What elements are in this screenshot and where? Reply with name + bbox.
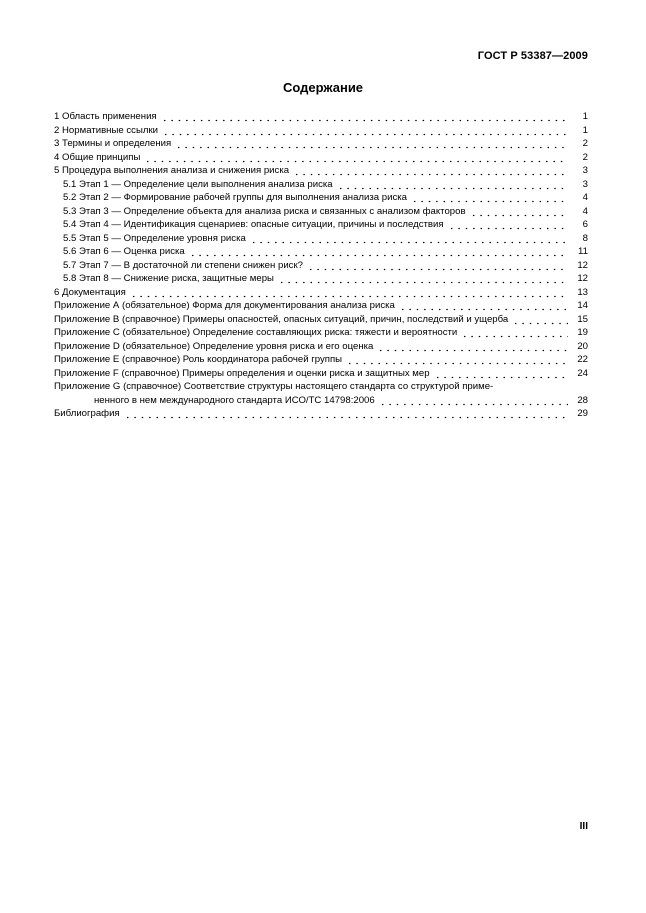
leader-dots	[162, 124, 568, 138]
leader-dots	[448, 218, 568, 232]
toc-entry-label: 1 Область применения	[54, 111, 157, 122]
leader-dots	[130, 286, 568, 300]
toc-entry-page: 14	[577, 300, 588, 311]
toc-entry-label: Приложение Е (справочное) Роль координатора рабочей группы	[54, 354, 343, 365]
toc-entry-page: 19	[577, 327, 588, 338]
leader-dots	[144, 151, 568, 165]
toc-entry[interactable]	[54, 164, 588, 178]
page-number: III	[579, 821, 588, 832]
toc-entry-page: 24	[577, 367, 588, 379]
toc-entry[interactable]	[54, 110, 588, 124]
toc-entry-page: 4	[582, 192, 588, 203]
leader-dots	[377, 340, 568, 354]
toc-entry-label: 5.2 Этап 2 — Формирование рабочей группы для выполнения анализа риска	[63, 192, 408, 203]
toc-entry-page: 20	[577, 340, 588, 352]
leader-dots	[434, 367, 568, 381]
toc-entry-label: Приложение G (справочное) Соответствие структуры настоящего стандарта со структурой приме-	[54, 381, 494, 392]
leader-dots	[124, 407, 568, 421]
toc-entry-page: 11	[578, 246, 588, 257]
toc-entry-page: 1	[582, 111, 588, 122]
toc-entry-label-continued: ненного в нем международного стандарта ИСО/ТС 14798:2006	[94, 394, 375, 406]
toc-entry-label: 5.1 Этап 1 — Определение цели выполнения анализа риска	[63, 178, 333, 190]
toc-entry-page: 2	[582, 138, 588, 149]
toc-entry-page: 2	[582, 151, 588, 163]
table-of-contents	[54, 110, 588, 421]
toc-entry-label: Приложение F (справочное) Примеры определения и оценки риска и защитных мер	[54, 367, 430, 379]
toc-entry[interactable]	[54, 313, 588, 327]
toc-entry-page: 3	[582, 165, 588, 176]
toc-entry-page: 15	[577, 313, 588, 325]
toc-entry-page: 12	[577, 259, 588, 271]
leader-dots	[161, 110, 568, 124]
toc-entry[interactable]	[54, 299, 588, 313]
toc-entry[interactable]	[54, 205, 588, 219]
toc-entry-page: 8	[582, 232, 588, 244]
toc-entry-label: Приложение D (обязательное) Определение уровня риска и его оценка	[54, 340, 374, 352]
toc-entry[interactable]	[54, 178, 588, 192]
toc-entry-label: 5.8 Этап 8 — Снижение риска, защитные меры	[63, 273, 274, 284]
toc-entry[interactable]	[54, 286, 588, 300]
leader-dots	[307, 259, 568, 273]
toc-entry[interactable]	[54, 245, 588, 259]
toc-entry[interactable]	[54, 137, 588, 151]
toc-entry[interactable]	[54, 124, 588, 138]
toc-entry-page: 6	[582, 219, 588, 230]
leader-dots	[250, 232, 568, 246]
toc-entry-label: 2 Нормативные ссылки	[54, 124, 159, 136]
toc-entry-label: 5.4 Этап 4 — Идентификация сценариев: опасные ситуации, причины и последствия	[63, 219, 444, 230]
toc-entry-label: 5 Процедура выполнения анализа и снижения риска	[54, 165, 290, 176]
toc-entry-label: 5.7 Этап 7 — В достаточной ли степени снижен риск?	[63, 259, 304, 271]
toc-entry[interactable]	[54, 151, 588, 165]
toc-entry-label: 3 Термины и определения	[54, 138, 172, 149]
toc-entry[interactable]	[54, 191, 588, 205]
toc-entry-page: 1	[582, 124, 588, 136]
toc-entry-page: 12	[577, 273, 588, 284]
toc-entry-label: Приложение А (обязательное) Форма для документирования анализа риска	[54, 300, 395, 311]
toc-entry-label: Приложение В (справочное) Примеры опасностей, опасных ситуаций, причин, последствий и ущерба	[54, 313, 509, 325]
leader-dots	[175, 137, 568, 151]
toc-entry-label: 5.6 Этап 6 — Оценка риска	[63, 246, 185, 257]
toc-entry-page: 22	[577, 354, 588, 365]
leader-dots	[337, 178, 568, 192]
toc-entry-label: 6 Документация	[54, 286, 126, 298]
leader-dots	[346, 353, 568, 367]
toc-entry[interactable]	[54, 272, 588, 286]
leader-dots	[293, 164, 568, 178]
toc-entry-label: 5.5 Этап 5 — Определение уровня риска	[63, 232, 246, 244]
leader-dots	[470, 205, 568, 219]
leader-dots	[278, 272, 568, 286]
toc-entry-page: 13	[577, 286, 588, 298]
toc-entry-page: 29	[577, 408, 588, 419]
leader-dots	[189, 245, 568, 259]
toc-entry[interactable]	[54, 218, 588, 232]
leader-dots	[461, 326, 568, 340]
toc-entry[interactable]	[54, 326, 588, 340]
toc-entry-page: 28	[577, 394, 588, 406]
toc-entry-page: 3	[582, 178, 588, 190]
toc-entry-bibliography[interactable]	[54, 407, 588, 421]
toc-entry-page: 4	[582, 205, 588, 217]
leader-dots	[411, 191, 568, 205]
toc-entry[interactable]	[54, 367, 588, 381]
toc-entry[interactable]	[54, 232, 588, 246]
toc-entry[interactable]	[54, 340, 588, 354]
toc-entry[interactable]	[54, 353, 588, 367]
leader-dots	[399, 299, 568, 313]
standard-header: ГОСТ Р 53387—2009	[477, 50, 588, 62]
toc-entry-label: 4 Общие принципы	[54, 151, 141, 163]
toc-entry-label: Библиография	[54, 408, 120, 419]
toc-entry-label: 5.3 Этап 3 — Определение объекта для анализа риска и связанных с анализом факторов	[63, 205, 466, 217]
toc-entry-label: Приложение С (обязательное) Определение составляющих риска: тяжести и вероятности	[54, 327, 458, 338]
toc-entry[interactable]	[54, 259, 588, 273]
leader-dots	[512, 313, 568, 327]
page-title: Содержание	[282, 80, 364, 95]
toc-entry-annex-g[interactable]	[54, 380, 588, 407]
leader-dots	[379, 394, 568, 408]
